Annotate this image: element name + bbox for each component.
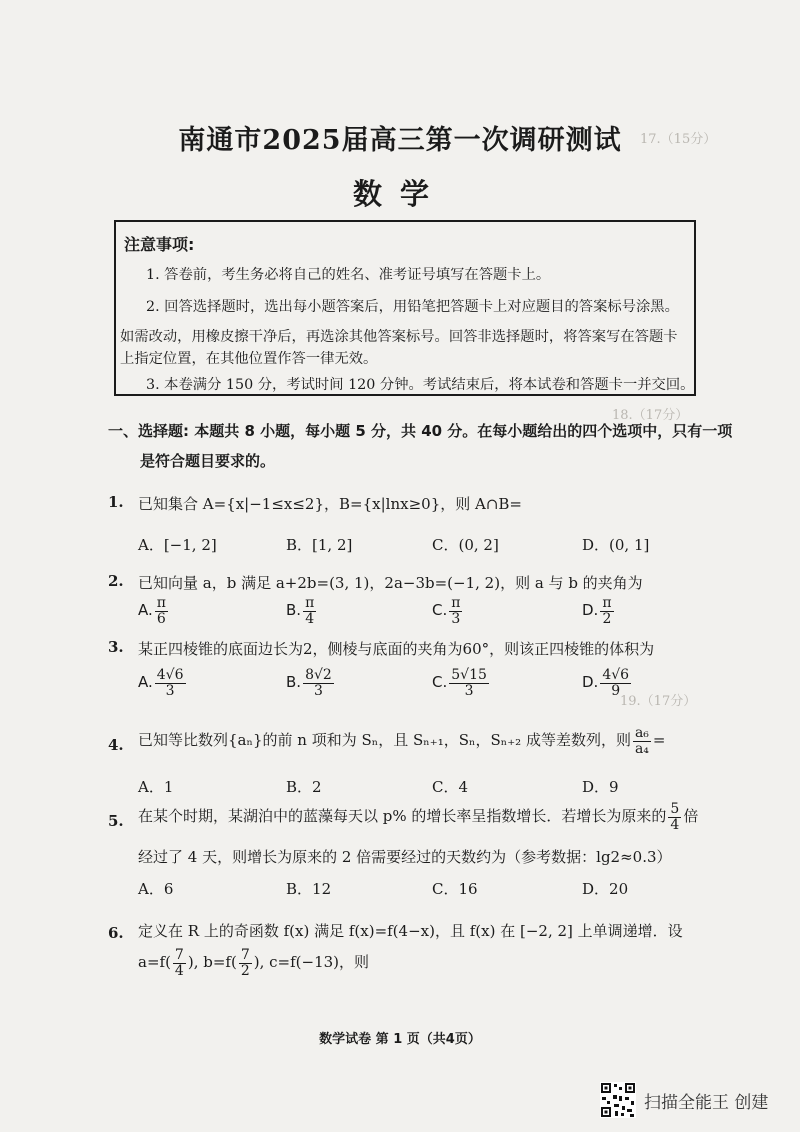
question-number: 4. (108, 736, 124, 754)
option-a: A．[−1, 2] (138, 536, 217, 554)
option-a: A．6 (138, 880, 174, 898)
question-number: 3. (108, 638, 124, 656)
option-d: D．20 (582, 880, 629, 898)
question-stem: 定义在 R 上的奇函数 f(x) 满足 f(x)=f(4−x)，且 f(x) 在 [−2, 2] 上单调递增．设 (138, 922, 683, 940)
question-number: 5. (108, 812, 124, 830)
option-b: B．[1, 2] (286, 536, 353, 554)
option-c: C．4 (432, 778, 469, 796)
notice-heading: 注意事项: (124, 235, 195, 254)
subject-title: 数学 (352, 177, 447, 211)
question-stem: 在某个时期，某湖泊中的蓝藻每天以 p% 的增长率呈指数增长．若增长为原来的 $\frac{5}{4}$ 倍 (138, 801, 699, 833)
notice-item: 上指定位置，在其他位置作答一律无效。 (120, 351, 378, 367)
option-a: A．1 (138, 778, 174, 796)
question-stem: 已知等比数列{aₙ}的前 n 项和为 Sₙ，且 Sₙ₊₁，Sₙ，Sₙ₊₂ 成等差数列，则 $\frac{\text{a₆}}{\text{a₄}}$ = (138, 725, 666, 757)
notice-item: 3. 本卷满分 150 分，考试时间 120 分钟。考试结束后，将本试卷和答题卡一并交回。 (146, 377, 695, 393)
option-b: B．2 (286, 778, 322, 796)
notice-item: 如需改动，用橡皮擦干净后，再选涂其他答案标号。回答非选择题时，将答案写在答题卡 (120, 329, 678, 345)
option-b: B. $\frac{8√2}{3}$ (286, 667, 332, 699)
question-stem-cont: 经过了 4 天，则增长为原来的 2 倍需要经过的天数约为（参考数据：lg2≈0.3） (138, 848, 672, 866)
option-d: D．(0, 1] (582, 536, 650, 554)
option-d: D. $\frac{\pi}{2}$ (582, 595, 612, 627)
bleed-text: 18.（17分） (612, 408, 689, 423)
question-stem: 已知集合 A={x|−1≤x≤2}，B={x|lnx≥0}，则 A∩B= (138, 495, 523, 513)
option-d: D．9 (582, 778, 619, 796)
page-footer: 数学试卷 第 1 页（共4页） (319, 1032, 481, 1047)
section-heading: 一、选择题: 本题共 8 小题，每小题 5 分，共 40 分。在每小题给出的四个选项中，只有一项 (108, 422, 733, 440)
question-number: 6. (108, 924, 124, 942)
question-number: 2. (108, 572, 124, 590)
section-heading-cont: 是符合题目要求的。 (140, 452, 276, 470)
option-c: C. $\frac{\pi}{3}$ (432, 595, 461, 627)
question-number: 1. (108, 493, 124, 511)
option-b: B．12 (286, 880, 332, 898)
question-stem: 已知向量 a，b 满足 a+2b=(3, 1)，2a−3b=(−1, 2)，则 a 与 b 的夹角为 (138, 574, 643, 592)
question-stem: 某正四棱锥的底面边长为2，侧棱与底面的夹角为60°，则该正四棱锥的体积为 (138, 640, 655, 658)
option-b: B. $\frac{\pi}{4}$ (286, 595, 315, 627)
qr-code-icon (600, 1082, 636, 1118)
notice-box (114, 220, 696, 396)
option-d: D. $\frac{4√6}{9}$ (582, 667, 630, 699)
exam-title: 南通市2025届高三第一次调研测试 (178, 125, 622, 156)
option-a: A. $\frac{\pi}{6}$ (138, 595, 166, 627)
notice-item: 1. 答卷前，考生务必将自己的姓名、准考证号填写在答题卡上。 (146, 267, 551, 283)
option-c: C. $\frac{5√15}{3}$ (432, 667, 487, 699)
question-stem-cont: a=f( $\frac{7}{4}$ ), b=f( $\frac{7}{2}$ ), c=f(−13)，则 (138, 947, 370, 979)
option-c: C．(0, 2] (432, 536, 499, 554)
notice-item: 2. 回答选择题时，选出每小题答案后，用铅笔把答题卡上对应题目的答案标号涂黑。 (146, 299, 679, 315)
bleed-text: 17.（15分） (640, 132, 717, 147)
scanner-watermark: 扫描全能王 创建 (644, 1093, 769, 1113)
option-a: A. $\frac{4√6}{3}$ (138, 667, 184, 699)
bleed-text: 19.（17分） (620, 694, 697, 709)
option-c: C．16 (432, 880, 478, 898)
